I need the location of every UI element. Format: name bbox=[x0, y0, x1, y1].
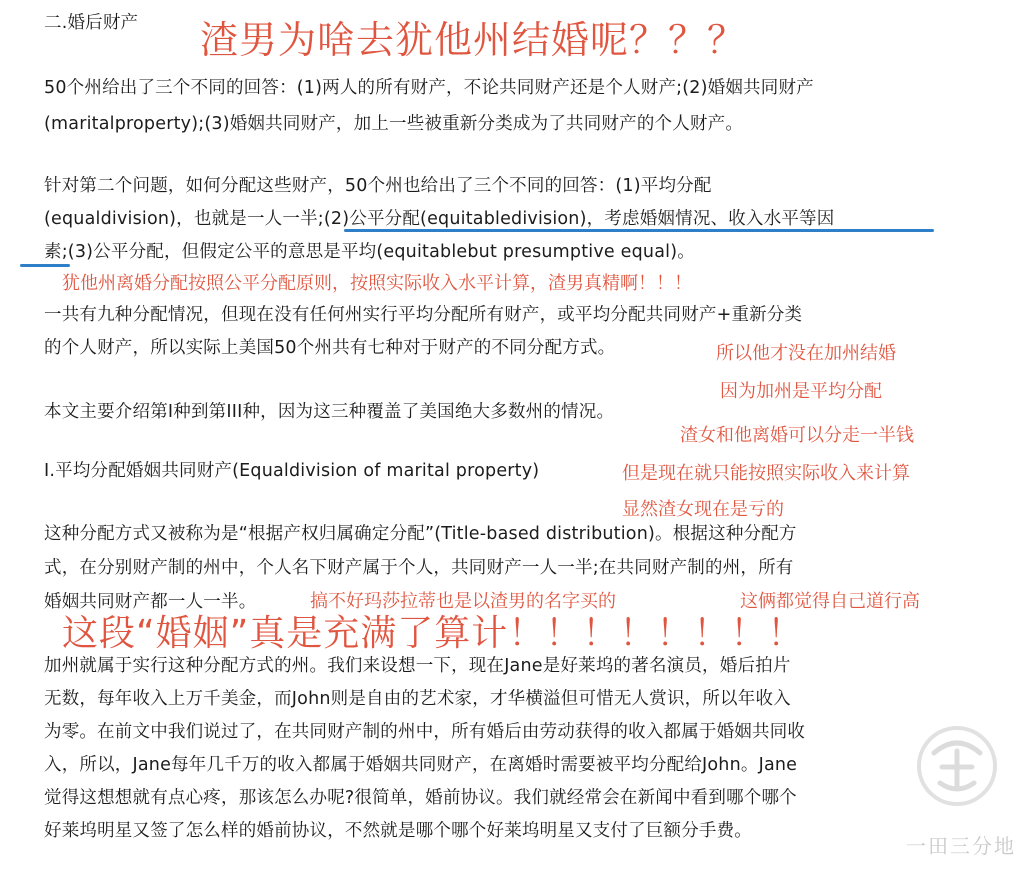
paragraph-4: 本文主要介绍第I种到第III种，因为这三种覆盖了美国绝大多数州的情况。 bbox=[44, 402, 615, 422]
paragraph-6-line-2: 无数，每年收入上万千美金，而John则是自由的艺术家，才华横溢但可惜无人赏识，所以年收入 bbox=[44, 689, 791, 709]
annotation-marriage: 这段“婚姻”真是充满了算计！！！！！！！！ bbox=[62, 613, 805, 654]
annotation-title: 渣男为啥去犹他州结婚呢？？？ bbox=[200, 18, 747, 62]
watermark-logo-icon bbox=[914, 723, 1000, 809]
paragraph-3-line-1: 一共有九种分配情况，但现在没有任何州实行平均分配所有财产，或平均分配共同财产+重新分类 bbox=[44, 305, 803, 325]
paragraph-1-line-2: (maritalproperty);(3)婚姻共同财产，加上一些被重新分类成为了共同财产的个人财产。 bbox=[44, 114, 744, 134]
paragraph-2-line-1: 针对第二个问题，如何分配这些财产，50个州也给出了三个不同的回答：(1)平均分配 bbox=[44, 176, 712, 196]
highlight-underline-1 bbox=[344, 229, 934, 232]
paragraph-5-line-1: 这种分配方式又被称为是“根据产权归属确定分配”(Title-based distribution)。根据这种分配方 bbox=[44, 524, 797, 544]
annotation-utah: 犹他州离婚分配按照公平分配原则，按照实际收入水平计算，渣男真精啊！！！ bbox=[62, 273, 692, 294]
subsection-title: I.平均分配婚姻共同财产(Equaldivision of marital property) bbox=[44, 461, 540, 481]
annotation-california-5: 显然渣女现在是亏的 bbox=[622, 499, 784, 520]
annotation-california-2: 因为加州是平均分配 bbox=[720, 381, 882, 402]
annotation-maserati: 搞不好玛莎拉蒂也是以渣男的名字买的 bbox=[310, 591, 616, 612]
watermark-text: 一田三分地 bbox=[906, 834, 1016, 858]
annotation-california-4: 但是现在就只能按照实际收入来计算 bbox=[622, 463, 910, 484]
paragraph-6-line-6: 好莱坞明星又签了怎么样的婚前协议，不然就是哪个哪个好莱坞明星又支付了巨额分手费。 bbox=[44, 821, 752, 841]
highlight-underline-2 bbox=[20, 264, 70, 267]
paragraph-5-line-2: 式，在分别财产制的州中，个人名下财产属于个人，共同财产一人一半;在共同财产制的州，所有 bbox=[44, 558, 794, 578]
paragraph-5-line-3: 婚姻共同财产都一人一半。 bbox=[44, 592, 257, 612]
paragraph-1-line-1: 50个州给出了三个不同的回答：(1)两人的所有财产，不论共同财产还是个人财产;(2)婚姻共同财产 bbox=[44, 78, 814, 98]
paragraph-2-line-2: (equaldivision)，也就是一人一半;(2)公平分配(equitabledivision)，考虑婚姻情况、收入水平等因 bbox=[44, 209, 835, 229]
annotation-california-3: 渣女和他离婚可以分走一半钱 bbox=[680, 425, 914, 446]
paragraph-2-line-3: 素;(3)公平分配，但假定公平的意思是平均(equitablebut presumptive equal)。 bbox=[44, 242, 695, 262]
paragraph-6-line-5: 觉得这想想就有点心疼，那该怎么办呢?很简单，婚前协议。我们就经常会在新闻中看到哪个哪个 bbox=[44, 788, 797, 808]
paragraph-6-line-1: 加州就属于实行这种分配方式的州。我们来设想一下，现在Jane是好莱坞的著名演员，婚后拍片 bbox=[44, 656, 791, 676]
annotation-both: 这俩都觉得自己道行高 bbox=[740, 591, 920, 612]
paragraph-6-line-3: 为零。在前文中我们说过了，在共同财产制的州中，所有婚后由劳动获得的收入都属于婚姻共同收 bbox=[44, 722, 806, 742]
annotation-california-1: 所以他才没在加州结婚 bbox=[716, 343, 896, 364]
section-heading: 二.婚后财产 bbox=[44, 13, 139, 33]
paragraph-3-line-2: 的个人财产，所以实际上美国50个州共有七种对于财产的不同分配方式。 bbox=[44, 338, 616, 358]
paragraph-6-line-4: 入，所以，Jane每年几千万的收入都属于婚姻共同财产，在离婚时需要被平均分配给John。Jane bbox=[44, 755, 798, 775]
